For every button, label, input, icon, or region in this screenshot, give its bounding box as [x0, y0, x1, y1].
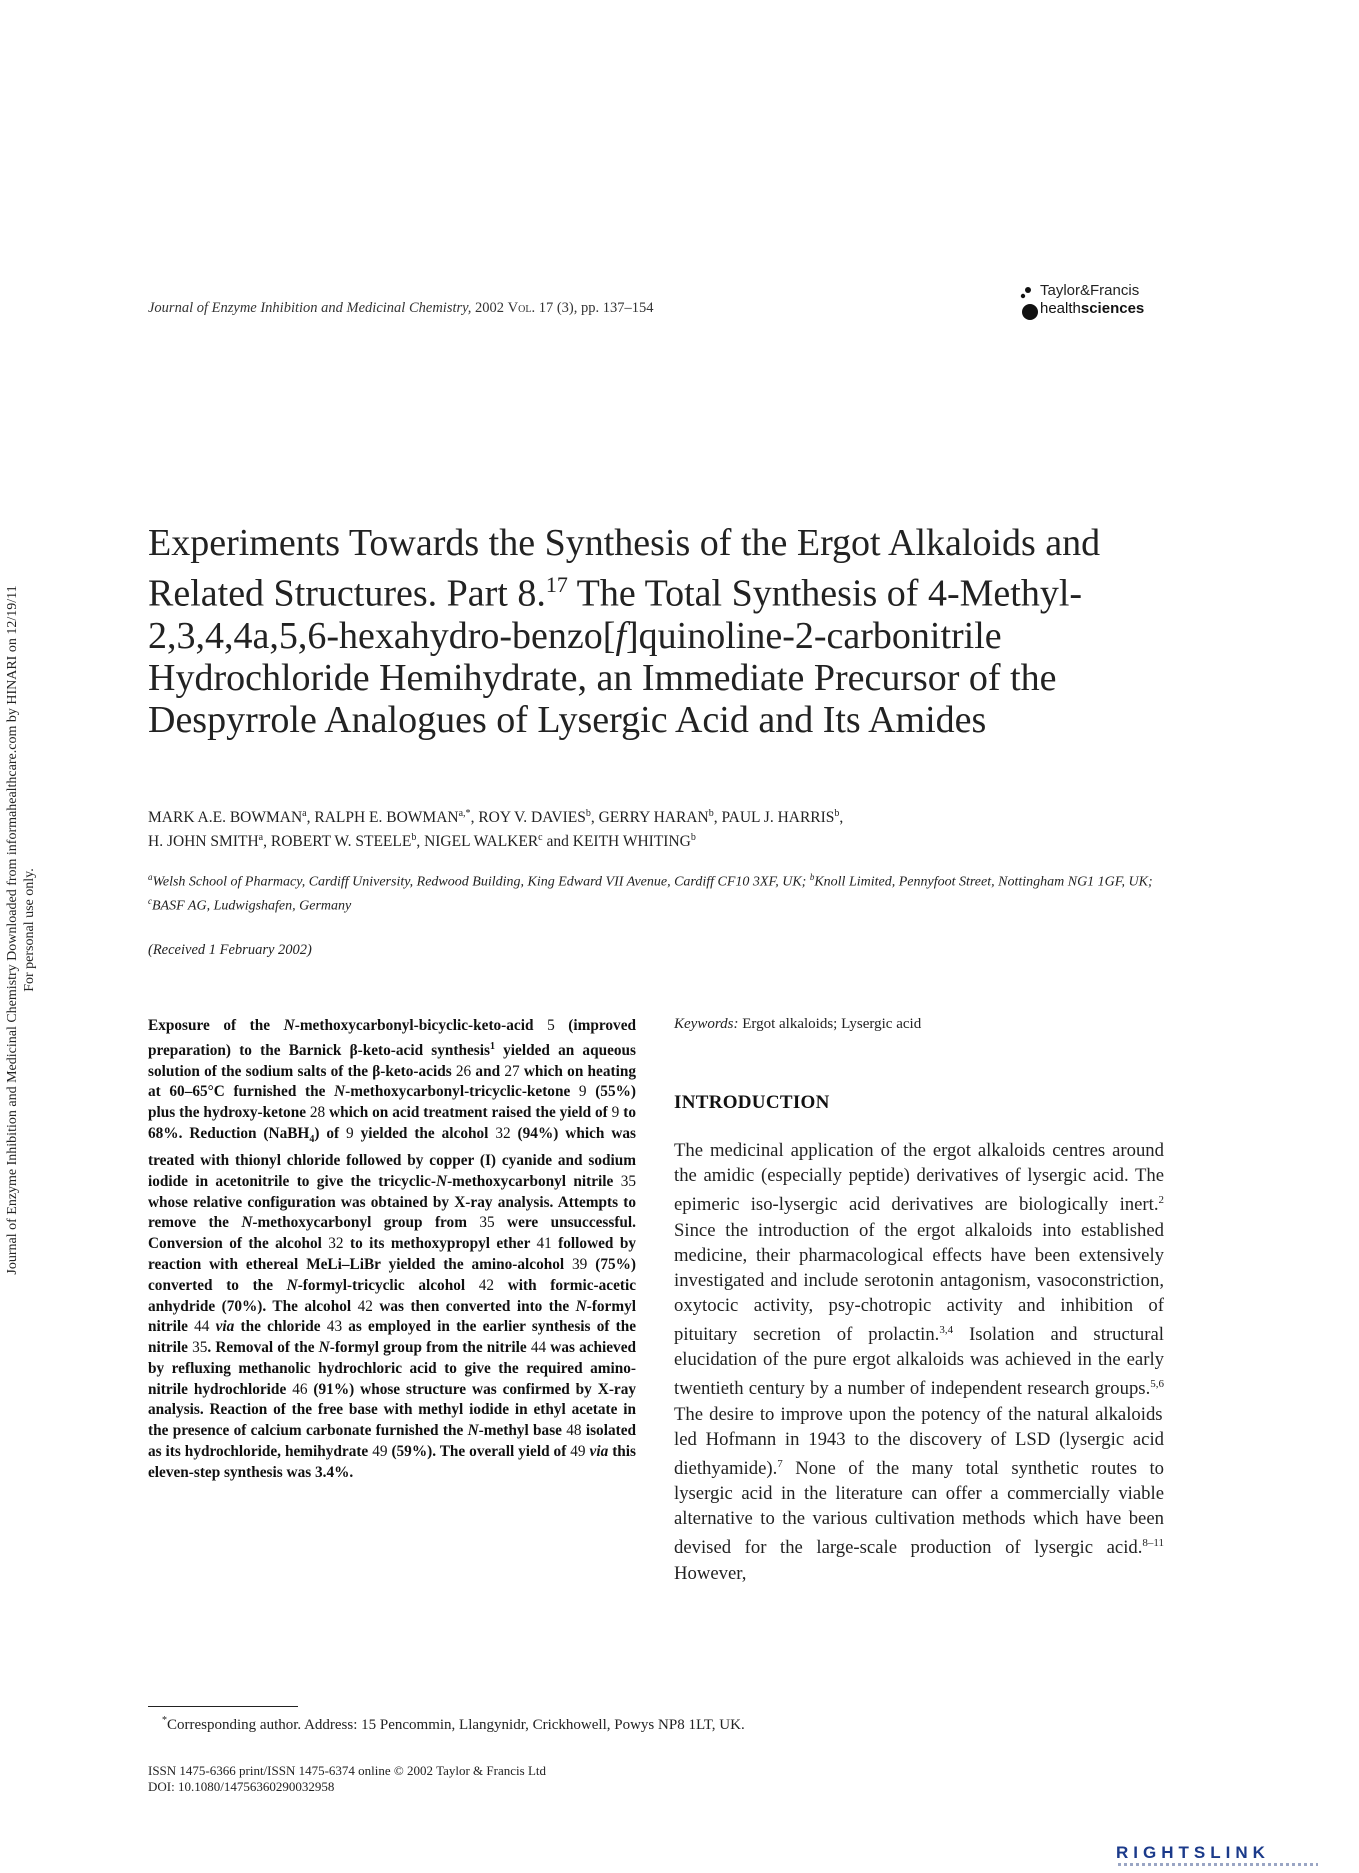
publisher-logo[interactable] — [1018, 282, 1168, 322]
author: RALPH E. $BOWMAN^{a,*}$, — [314, 808, 479, 827]
watermark-line-2: For personal use only. — [22, 868, 37, 992]
rightslink-text: RIGHTSLINK — [1116, 1843, 1270, 1862]
author: ROBERT W. STEELE$^b$, — [270, 832, 425, 851]
download-watermark — [0, 0, 60, 1873]
keywords-text: Ergot alkaloids; Lysergic acid — [738, 1016, 922, 1032]
title-reference: 17 — [545, 572, 568, 597]
received-date: (Received 1 February 2002) — [148, 942, 312, 958]
section-heading-introduction: INTRODUCTION — [674, 1092, 830, 1113]
introduction-paragraph: The medicinal application of the ergot alkaloids centres around the amidic (especially peptide) derivatives of lysergic acid. The epimeric iso-lysergic acid derivatives are biologically inert.$^2$ Since the introduction of the ergot alkaloids into established medicine, their pharmacological effects have been extensively investigated and include serotonin antagonism, vasoconstriction, oxytocic activity, psy-chotropic activity and inhibition of pituitary secretion of prolactin.$^{3,4}$ Isolation and structural elucidation of the pure ergot alkaloids was achieved in the early twentieth century by a number of independent research groups.$^{5,6}$ The desire to improve upon the potency of the natural alkaloids led Hofmann in 1943 to the discovery of LSD (lysergic acid diethyamide).$^7$ None of the many total synthetic routes to lysergic acid in the literature can offer a commercially viable alternative to the various cultivation methods which have been devised for the large-scale production of lysergic acid.$^{8-11}$ However, — [674, 1140, 1164, 1584]
keywords-label: Keywords: — [674, 1016, 739, 1032]
citation[interactable]: 7 — [777, 1457, 783, 1470]
journal-header — [148, 300, 654, 317]
watermark-line-1: Journal of Enzyme Inhibition and Medicinal Chemistry Downloaded from informahealthcare.com by HINARI on 12/19/11 — [5, 585, 20, 1275]
author: KEITH WHITING$^b$ — [572, 832, 696, 851]
author: H. JOHN SMITH$^a$, — [148, 832, 271, 851]
citation[interactable]: 5,6 — [1150, 1378, 1164, 1391]
rightslink-logo[interactable] — [1116, 1843, 1346, 1869]
footnote-divider — [148, 1706, 298, 1707]
volume-label: Vol. — [507, 300, 536, 316]
citation[interactable]: 3,4 — [939, 1323, 954, 1336]
citation[interactable]: 2 — [1158, 1194, 1164, 1207]
publisher-division: healthsciences — [1040, 300, 1145, 317]
publisher-dots-icon — [1018, 284, 1040, 320]
issn-line: ISSN 1475-6366 print/ISSN 1475-6374 online © 2002 Taylor & Francis Ltd — [148, 1763, 546, 1778]
publisher-name: Taylor&Francis — [1040, 282, 1140, 299]
author: ROY V. DAVIES$^b$, — [478, 808, 599, 827]
author: NIGEL WALKER$^c$ and — [424, 832, 573, 851]
citation[interactable]: 8–11 — [1142, 1537, 1164, 1550]
author: MARK A.E. BOWMAN$^a$, — [148, 808, 315, 827]
doi-line[interactable]: DOI: 10.1080/14756360290032958 — [148, 1779, 335, 1794]
article-title: Experiments Towards the Synthesis of the Ergot Alkaloids and Related Structures. Part 8.17 The Total Synthesis of 4-Methyl-2,3,4,4a,5,6-hexahydro-benzo[f]quinoline-2-carbonitrile Hydrochloride Hemihydrate, an Immediate Precursor of the Despyrrole Analogues of Lysergic Acid and Its Amides — [148, 522, 1101, 741]
volume-pages: 17 (3), pp. 137–154 — [535, 300, 654, 316]
issn-doi-block — [148, 1763, 546, 1795]
journal-name: Journal of Enzyme Inhibition and Medicinal Chemistry, — [148, 300, 472, 316]
author: PAUL J. HARRIS$^b$, — [721, 808, 844, 827]
author-list — [148, 804, 1178, 852]
author: GERRY HARAN$^b$, — [598, 808, 722, 827]
rightslink-underline — [1118, 1863, 1318, 1866]
keywords — [674, 1016, 921, 1033]
corresponding-author-footnote: *Corresponding author. Address: 15 Pencommin, Llangynidr, Crickhowell, Powys NP8 1LT, UK. — [162, 1715, 745, 1733]
journal-year: 2002 — [471, 300, 508, 316]
abstract: Exposure of the N-methoxycarbonyl-bicyclic-keto-acid 5 (improved preparation) to the Barnick β-keto-acid synthesis$^1$ yielded an aqueous solution of the sodium salts of the β-keto-acids 26 and 27 which on heating at 60–65°C furnished the N-methoxycarbonyl-tricyclic-ketone 9 (55%) plus the hydroxy-ketone 28 which on acid treatment raised the yield of 9 to 68%. Reduction (NaBH$_4$) of 9 yielded the alcohol 32 (94%) which was treated with thionyl chloride followed by copper (I) cyanide and sodium iodide in acetonitrile to give the tricyclic-N-methoxycarbonyl nitrile 35 whose relative configuration was obtained by X-ray analysis. Attempts to remove the N-methoxycarbonyl group from 35 were unsuccessful. Conversion of the alcohol 32 to its methoxypropyl ether 41 followed by reaction with ethereal MeLi–LiBr yielded the amino-alcohol 39 (75%) converted to the N-formyl-tricyclic alcohol 42 with formic-acetic anhydride (70%). The alcohol 42 was then converted into the N-formyl nitrile 44 via the chloride 43 as employed in the earlier synthesis of the nitrile 35. Removal of the N-formyl group from the nitrile 44 was achieved by refluxing methanolic hydrochloric acid to give the required amino-nitrile hydrochloride 46 (91%) whose structure was confirmed by X-ray analysis. Reaction of the free base with methyl iodide in ethyl acetate in the presence of calcium carbonate furnished the N-methyl base 48 isolated as its hydrochloride, hemihydrate 49 (59%). The overall yield of 49 via this eleven-step synthesis was 3.4%. — [148, 1017, 637, 1481]
affiliations: $^a$Welsh School of Pharmacy, Cardiff University, Redwood Building, King Edward VII Avenue, Cardiff CF10 3XF, UK; $^b$Knoll Limited, Pennyfoot Street, Nottingham NG1 1GF, UK; $^c$BASF AG, Ludwigshafen, Germany — [148, 872, 1153, 914]
